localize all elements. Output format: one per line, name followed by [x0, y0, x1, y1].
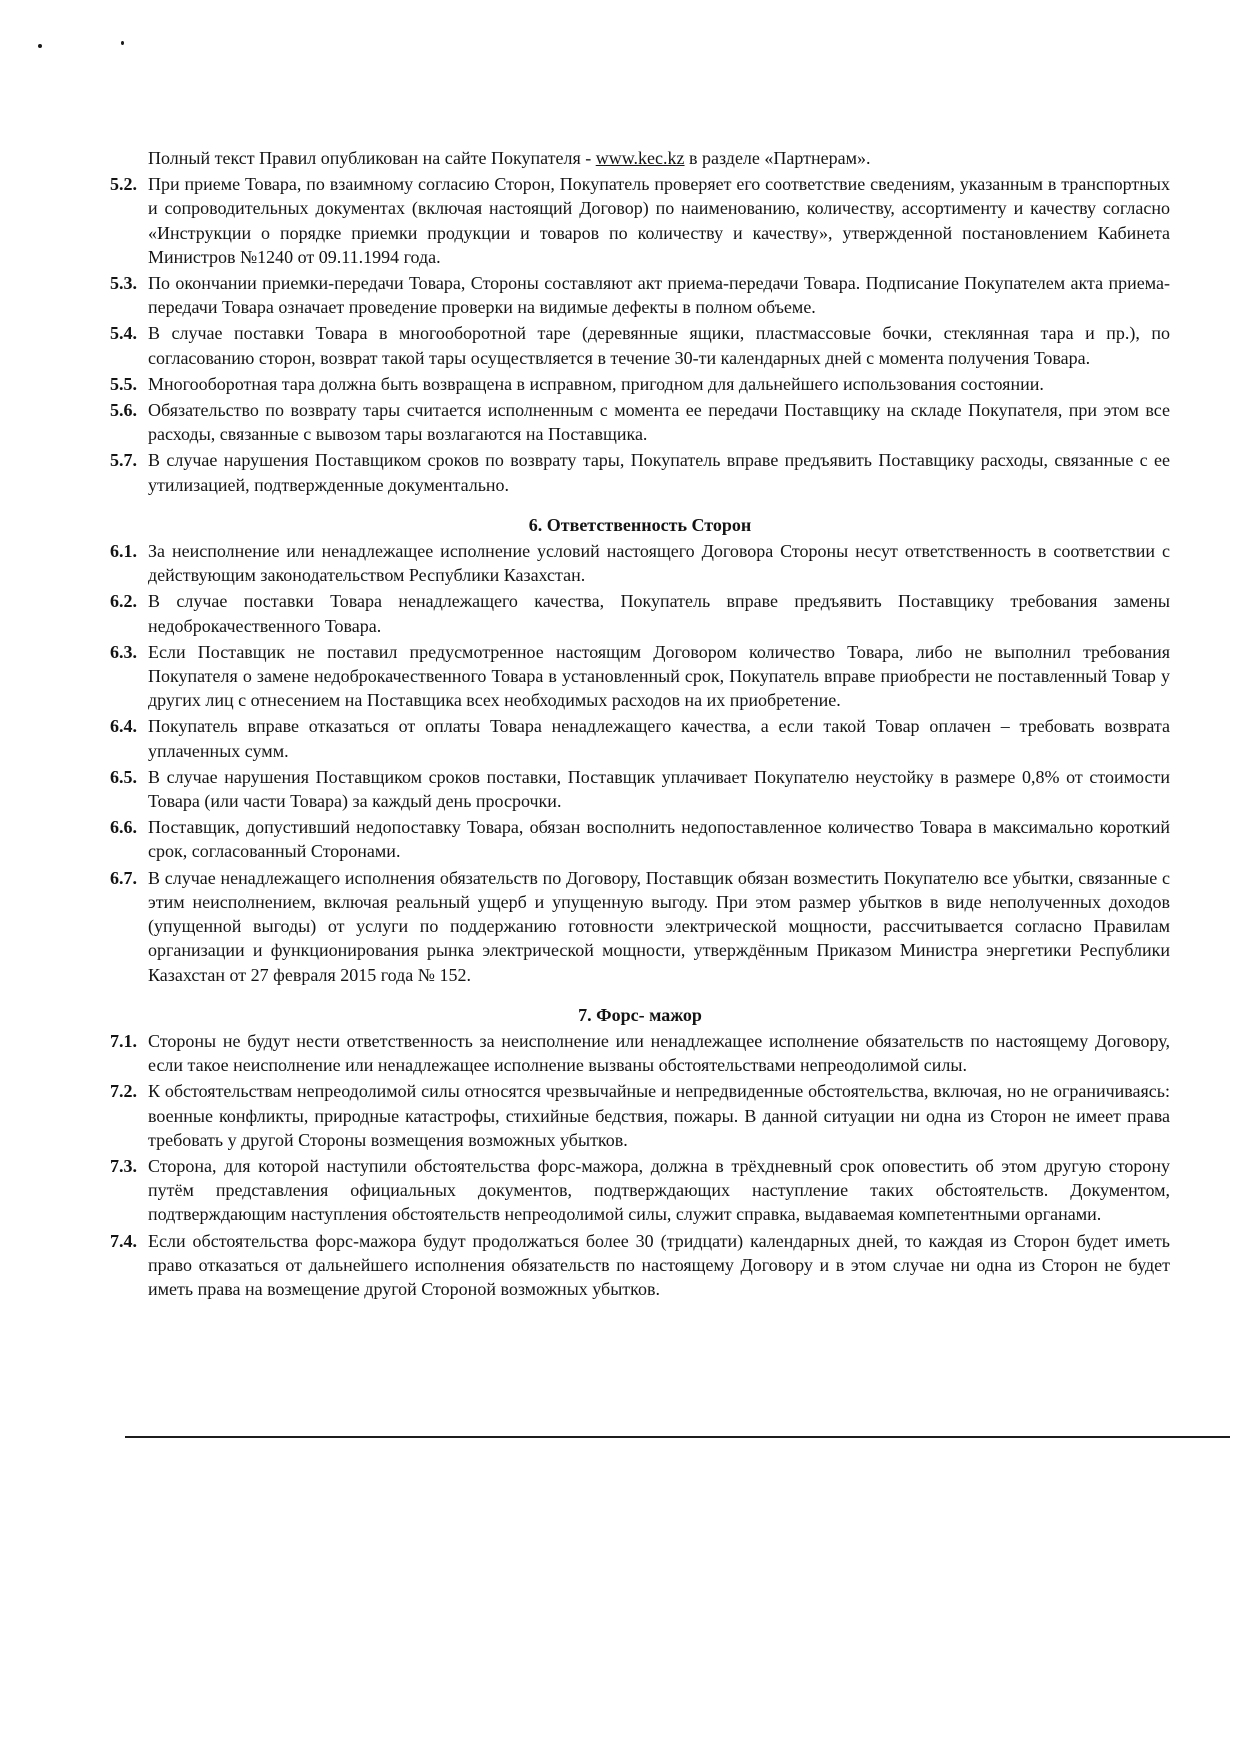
clause-number: 7.4. — [110, 1230, 137, 1251]
clause-number: 5.7. — [110, 450, 137, 471]
clause-text: Обязательство по возврату тары считается исполненным с момента ее передачи Поставщику на складе Покупателя, при этом все расходы, связанные с вывозом тары возлагаются на Поставщика. — [148, 400, 1170, 445]
clause-text: Если обстоятельства форс-мажора будут продолжаться более 30 (тридцати) календарных дней, то каждая из Сторон будет иметь право отказаться от дальнейшего исполнения обязательств по настоящему Договору и в этом случае ни одна из Сторон не будет иметь права на возмещение другой Стороной возможных убытков. — [148, 1230, 1170, 1299]
section-6-clauses — [110, 539, 1170, 987]
clause-number: 6.1. — [110, 541, 137, 562]
clause-number: 6.4. — [110, 716, 137, 737]
clause-text: В случае поставки Товара ненадлежащего качества, Покупатель вправе предъявить Поставщику требования замены недоброкачественного Товара. — [148, 591, 1170, 636]
clause-number: 5.4. — [110, 323, 137, 344]
clause-number: 6.2. — [110, 591, 137, 612]
clause-number: 6.5. — [110, 766, 137, 787]
clause-text: Сторона, для которой наступили обстоятельства форс-мажора, должна в трёхдневный срок оповестить об этом другую сторону путём представления официальных документов, подтверждающих наступление таких обстоятельств. Документом, подтверждающим наступления обстоятельств непреодолимой силы, служит справка, выдаваемая компетентными органами. — [148, 1155, 1170, 1225]
clause — [110, 714, 1170, 762]
intro-text: Полный текст Правил опубликован на сайте Покупателя - — [148, 148, 596, 168]
clause-number: 6.6. — [110, 817, 137, 838]
scan-speck — [121, 41, 124, 45]
clause — [110, 1079, 1170, 1152]
clause — [110, 448, 1170, 496]
section-7-clauses — [110, 1029, 1170, 1301]
scan-speck — [38, 44, 42, 48]
section-6-title: 6. Ответственность Сторон — [528, 514, 752, 535]
section-7-title: 7. Форс- мажор — [578, 1004, 702, 1025]
clause-text: В случае поставки Товара в многооборотной таре (деревянные ящики, пластмассовые бочки, стеклянная тара и пр.), по согласованию сторон, возврат такой тары осуществляется в течение 30-ти календарных дней с момента получения Товара. — [148, 323, 1170, 368]
clause — [110, 815, 1170, 863]
clause-text: Стороны не будут нести ответственность за неисполнение или ненадлежащее исполнение обязательств по настоящему Договору, если такое неисполнение или ненадлежащее исполнение вызваны обстоятельствами непреодолимой силы. — [148, 1030, 1170, 1076]
clause-text: При приеме Товара, по взаимному согласию Сторон, Покупатель проверяет его соответствие сведениям, указанным в транспортных и сопроводительных документах (включая настоящий Договор) по наименованию, количеству, ассортименту и качеству согласно «Инструкции о порядке приемки продукции и товаров по количеству и качеству», утвержденной постановлением Кабинета Министров №1240 от 09.11.1994 года. — [148, 174, 1170, 267]
clause-number: 5.6. — [110, 400, 137, 421]
clause — [110, 1029, 1170, 1077]
clause-number: 7.2. — [110, 1081, 137, 1102]
clause-number: 7.1. — [110, 1030, 137, 1051]
clause-number: 6.7. — [110, 867, 137, 888]
clause-number: 5.2. — [110, 174, 137, 195]
clause-text: В случае ненадлежащего исполнения обязательств по Договору, Поставщик обязан возместить Покупателю все убытки, связанные с этим неисполнением, включая реальный ущерб и упущенную выгоду. При этом размер убытков в виде неполученных доходов (упущенной выгоды) от услуги по поддержанию готовности электрической мощности, рассчитывается согласно Правилам организации и функционирования рынка электрической мощности, утверждённым Приказом Министра энергетики Республики Казахстан от 27 февраля 2015 года № 152. — [148, 867, 1170, 985]
clause-text: В случае нарушения Поставщиком сроков по возврату тары, Покупатель вправе предъявить Поставщику расходы, связанные с ее утилизацией, подтвержденные документально. — [148, 450, 1170, 495]
clause-number: 5.5. — [110, 373, 137, 394]
clause — [110, 1154, 1170, 1227]
clause-text: Поставщик, допустивший недопоставку Товара, обязан восполнить недопоставленное количество Товара в максимально короткий срок, согласованный Сторонами. — [148, 817, 1170, 862]
clause — [110, 372, 1170, 396]
clause — [110, 866, 1170, 987]
section-5-clauses — [110, 172, 1170, 497]
clause — [110, 539, 1170, 587]
clause-text: К обстоятельствам непреодолимой силы относятся чрезвычайные и непредвиденные обстоятельства, включая, но не ограничиваясь: военные конфликты, природные катастрофы, стихийные бедствия, пожары. В данной ситуации ни одна из Сторон не имеет права требовать у другой Стороны возмещения возможных убытков. — [148, 1081, 1170, 1150]
clause-text: По окончании приемки-передачи Товара, Стороны составляют акт приема-передачи Товара. Подписание Покупателем акта приема-передачи Товара означает проведение проверки на видимые дефекты в полном объеме. — [148, 273, 1170, 318]
clause — [110, 398, 1170, 446]
clause — [110, 640, 1170, 713]
clause — [110, 589, 1170, 637]
clause — [110, 321, 1170, 369]
clause-text: В случае нарушения Поставщиком сроков поставки, Поставщик уплачивает Покупателю неустойку в размере 0,8% от стоимости Товара (или части Товара) за каждый день просрочки. — [148, 766, 1170, 812]
clause-text: Если Поставщик не поставил предусмотренное настоящим Договором количество Товара, либо не выполнил требования Покупателя о замене недоброкачественного Товара в установленный срок, Покупатель вправе приобрести не поставленный Товар у других лиц с отнесением на Поставщика всех необходимых расходов на их приобретение. — [148, 641, 1170, 711]
rules-publication-note — [148, 146, 1170, 170]
strike-through-line — [125, 1436, 1230, 1438]
clause — [110, 271, 1170, 319]
clause-number: 5.3. — [110, 273, 137, 294]
clause — [110, 1229, 1170, 1302]
clause-text: Многооборотная тара должна быть возвращена в исправном, пригодном для дальнейшего использования состоянии. — [148, 373, 1044, 394]
clause — [110, 765, 1170, 813]
clause — [110, 172, 1170, 269]
website-link[interactable]: www.kec.kz — [595, 148, 685, 168]
intro-text-end: в разделе «Партнерам». — [684, 148, 871, 168]
clause-number: 6.3. — [110, 641, 137, 662]
clause-number: 7.3. — [110, 1155, 137, 1176]
clause-text: Покупатель вправе отказаться от оплаты Товара ненадлежащего качества, а если такой Товар оплачен – требовать возврата уплаченных сумм. — [148, 716, 1170, 761]
document-body — [110, 146, 1170, 1303]
clause-text: За неисполнение или ненадлежащее исполнение условий настоящего Договора Стороны несут ответственность в соответствии с действующим законодательством Республики Казахстан. — [148, 541, 1170, 586]
